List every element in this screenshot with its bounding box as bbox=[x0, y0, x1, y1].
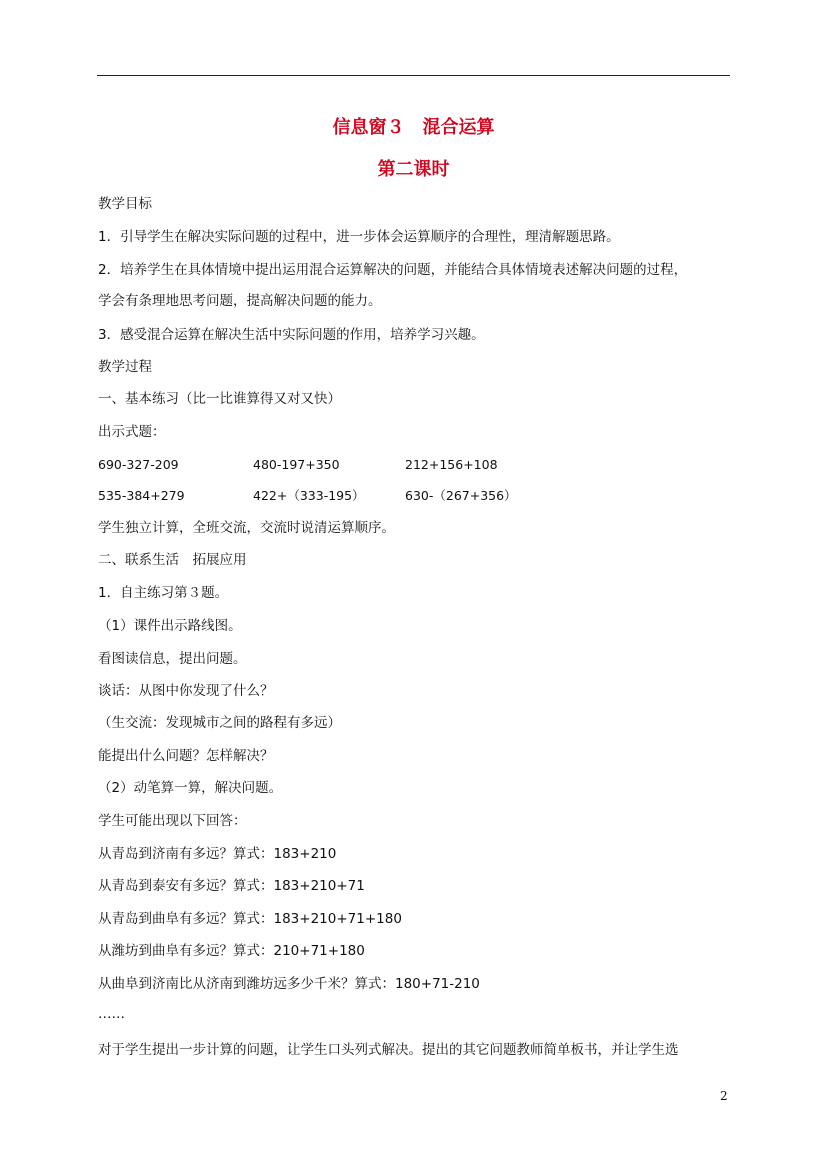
exercise-expression: 422+（333-195） bbox=[253, 488, 365, 503]
paragraph: 3．感受混合运算在解决生活中实际问题的作用，培养学习兴趣。 bbox=[98, 327, 485, 343]
paragraph: 从青岛到曲阜有多远？算式：183+210+71+180 bbox=[98, 911, 402, 927]
paragraph: 学会有条理地思考问题，提高解决问题的能力。 bbox=[98, 293, 382, 309]
paragraph: 从潍坊到曲阜有多远？算式：210+71+180 bbox=[98, 943, 365, 959]
page-number: 2 bbox=[720, 1089, 728, 1103]
paragraph: 1．引导学生在解决实际问题的过程中，进一步体会运算顺序的合理性，理清解题思路。 bbox=[98, 229, 620, 245]
exercise-expression: 480-197+350 bbox=[253, 457, 340, 472]
paragraph: （生交流：发现城市之间的路程有多远） bbox=[98, 715, 341, 731]
section-heading: 二、联系生活 拓展应用 bbox=[98, 552, 247, 568]
paragraph: （2）动笔算一算，解决问题。 bbox=[98, 780, 283, 796]
document-subtitle: 第二课时 bbox=[377, 159, 450, 180]
header-rule bbox=[97, 75, 730, 76]
section-heading: 教学过程 bbox=[98, 359, 152, 375]
exercise-expression: 690-327-209 bbox=[98, 457, 179, 472]
paragraph: …… bbox=[98, 1006, 125, 1022]
paragraph: 对于学生提出一步计算的问题，让学生口头列式解决。提出的其它问题教师简单板书，并让学生选 bbox=[98, 1042, 679, 1058]
paragraph: 学生可能出现以下回答： bbox=[98, 813, 247, 829]
paragraph: 1．自主练习第３题。 bbox=[98, 585, 229, 601]
exercise-expression: 535-384+279 bbox=[98, 488, 185, 503]
paragraph: 从青岛到泰安有多远？算式：183+210+71 bbox=[98, 878, 365, 894]
paragraph: 出示式题： bbox=[98, 424, 166, 440]
paragraph: 学生独立计算，全班交流，交流时说清运算顺序。 bbox=[98, 520, 395, 536]
paragraph: 能提出什么问题？怎样解决？ bbox=[98, 748, 274, 764]
exercise-expression: 212+156+108 bbox=[405, 457, 498, 472]
paragraph: 谈话：从图中你发现了什么？ bbox=[98, 683, 274, 699]
paragraph: （1）课件出示路线图。 bbox=[98, 618, 242, 634]
exercise-expression: 630-（267+356） bbox=[405, 488, 517, 503]
paragraph: 2．培养学生在具体情境中提出运用混合运算解决的问题，并能结合具体情境表述解决问题的过程， bbox=[98, 262, 688, 278]
paragraph: 一、基本练习（比一比谁算得又对又快） bbox=[98, 391, 341, 407]
document-title: 信息窗３ 混合运算 bbox=[332, 117, 495, 138]
section-heading: 教学目标 bbox=[98, 196, 152, 212]
paragraph: 看图读信息，提出问题。 bbox=[98, 651, 247, 667]
paragraph: 从青岛到济南有多远？算式：183+210 bbox=[98, 846, 337, 862]
paragraph: 从曲阜到济南比从济南到潍坊远多少千米？算式：180+71-210 bbox=[98, 976, 480, 992]
